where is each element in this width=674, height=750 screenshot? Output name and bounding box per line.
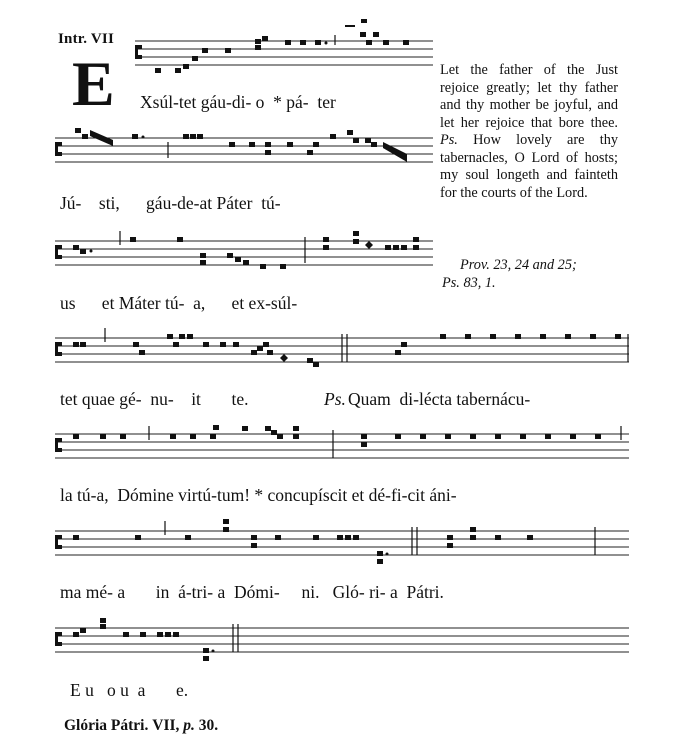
lyric-line-2: Jú- sti, gáu-de-at Páter tú- — [60, 193, 281, 213]
translation-psalm-text: How lovely are thy tabernacles, O Lord of hosts; my soul longeth and fainteth for the courts of the Lord. — [440, 132, 618, 201]
staff-5 — [55, 426, 629, 468]
lyric-line-1: Xsúl-tet gáu-di- o * pá- ter — [140, 92, 336, 112]
staff-1 — [135, 33, 433, 75]
staff-3 — [55, 233, 433, 275]
reference-line-2: Ps. 83, 1. — [442, 274, 496, 291]
lyric-line-4b: Quam di-lécta tabernácu- — [348, 389, 531, 409]
lyric-line-3: us et Máter tú- a, et ex-súl- — [60, 293, 298, 313]
lyric-line-5: la tú-a, Dómine virtú-tum! * concupíscit et dé-fi-cit áni- — [60, 485, 457, 505]
footer-page-prefix: p. — [183, 717, 195, 734]
psalm-marker: Ps. — [324, 389, 346, 409]
lyric-line-4: tet quae gé- nu- it te. — [60, 389, 249, 409]
reference-line-1: Prov. 23, 24 and 25; — [460, 257, 577, 273]
staff-4 — [55, 330, 629, 372]
gloria-patri-footer — [64, 717, 218, 735]
staff-7 — [55, 620, 629, 662]
footer-label: Glória Pátri. — [64, 717, 149, 734]
staff-2 — [55, 130, 433, 172]
footer-page-number: 30. — [198, 717, 219, 734]
lyric-line-6: ma mé- a in á-tri- a Dómi- ni. Gló- ri- a Pátri. — [60, 582, 444, 602]
footer-mode: VII, — [152, 717, 180, 734]
translation-block — [440, 62, 618, 202]
staff-6 — [55, 523, 629, 565]
translation-ps-marker: Ps. — [440, 132, 458, 148]
lyric-line-7: E u o u a e. — [70, 680, 189, 700]
scripture-reference — [442, 257, 622, 292]
mode-label: Intr. VII — [58, 31, 114, 47]
initial-letter: E — [72, 48, 115, 119]
translation-text: Let the father of the Just rejoice greatly; let thy father and thy mother be joyful, and let her rejoice that bore thee. — [440, 62, 618, 131]
